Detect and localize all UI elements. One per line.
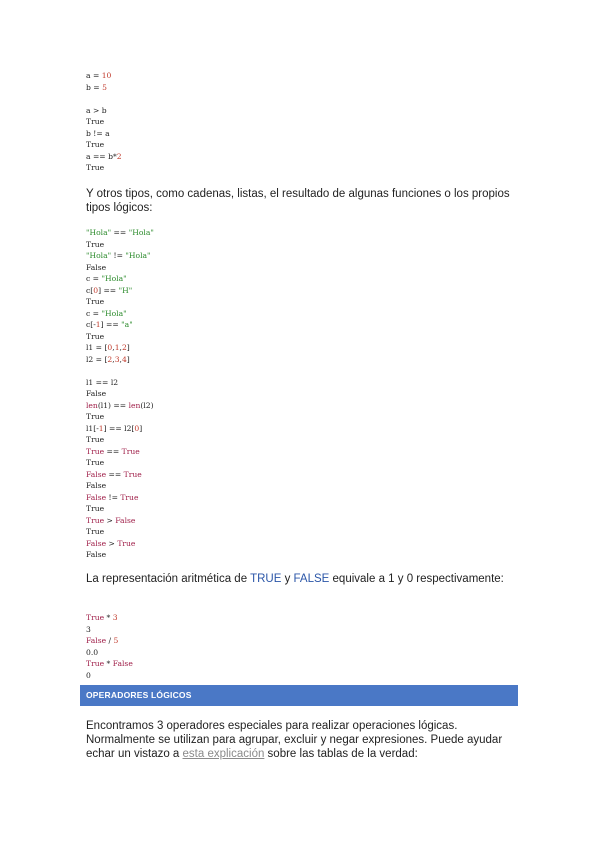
code-line [86,296,154,308]
code-token: True [86,163,105,172]
code-line [86,331,154,343]
code-line [86,162,122,174]
code-line [86,308,154,320]
code-token: 4 [121,354,127,364]
code-token: c[ [86,285,94,295]
code-token: ] [126,354,130,364]
code-line [86,151,122,163]
code-token: 1 [98,423,104,433]
false-keyword: FALSE [293,573,330,585]
code-token: 0 [93,285,99,295]
code-line [86,538,154,550]
code-token: 0.0 [86,647,99,657]
code-line [86,319,154,331]
code-line [86,116,122,128]
code-token: True [121,446,140,456]
code-token: 0 [134,423,140,433]
code-token: > [104,515,116,525]
code-token: a == b* [86,151,117,161]
code-token: a = [86,71,102,80]
para2-after: equivale a 1 y 0 respectivamente: [329,573,504,585]
code-line [86,549,154,561]
code-token: == [104,446,122,456]
code-line [86,658,133,670]
code-token: False [86,538,107,548]
code-token: l2 = [ [86,354,108,364]
code-token: * [104,659,113,668]
paragraph-logical-operators-intro [86,719,506,761]
code-token: 0 [86,670,91,680]
code-token: ] == [100,320,122,329]
para3-before: Encontramos 3 operadores especiales para realizar operaciones lógicas. Normalmente se utilizan para agrupar, excluir y negar expresiones. Puede ayudar echar un vistazo a [86,720,503,760]
code-token: "Hola" [125,251,151,260]
code-line [86,400,154,412]
code-line [86,434,154,446]
code-token: != [111,251,126,260]
code-token: 2 [121,343,127,352]
code-token: "Hola" [86,228,112,237]
code-token: True [123,469,142,479]
code-token: True [86,446,105,456]
code-token: * [104,613,113,622]
code-token: True [86,239,105,249]
code-line [86,250,154,262]
code-line [86,262,154,274]
code-token: False [112,659,133,668]
code-token: == [106,469,124,479]
code-token: True [86,504,105,513]
code-token: False [86,636,107,645]
code-token: False [115,515,136,525]
code-token: "a" [121,320,133,329]
code-line [86,670,133,682]
code-token: a > b [86,105,107,115]
code-token: 3 [86,624,91,634]
truth-tables-link[interactable]: esta explicación [182,748,265,760]
code-line [86,411,154,423]
code-token: , [119,343,122,352]
code-blank-line [86,365,154,377]
code-line [86,70,122,82]
code-token: True [120,492,139,502]
code-token: (l1) == [97,400,129,410]
code-line [86,480,154,492]
code-token: ] == l2[ [103,423,135,433]
code-line [86,469,154,481]
code-line [86,612,133,624]
code-token: c[- [86,320,96,329]
code-line [86,503,154,515]
para3-after: sobre las tablas de la verdad: [264,748,418,760]
code-token: 5 [113,636,119,645]
code-token: b = [86,82,103,92]
true-keyword: TRUE [250,573,282,585]
code-line [86,285,154,297]
code-token: False [86,389,107,398]
code-token: 5 [102,82,107,92]
paragraph-arithmetic-representation [86,572,516,586]
code-token: "Hola" [128,228,154,237]
code-line [86,647,133,659]
code-token: 3 [112,613,118,622]
code-line [86,82,122,94]
code-token: True [86,117,105,126]
code-token: "H" [118,285,133,295]
code-token: / [106,636,114,645]
code-block-arithmetic [86,612,133,681]
code-line [86,457,154,469]
code-token: == [111,228,129,237]
code-line [86,423,154,435]
code-token: len [128,400,141,410]
code-token: (l2) [140,400,154,410]
code-line [86,105,122,117]
code-token: 2 [116,151,122,161]
code-token: 10 [101,71,112,80]
code-line [86,526,154,538]
code-token: False [86,492,107,502]
code-token: len [86,400,98,410]
code-token: True [86,412,105,421]
section-heading-logical-operators: OPERADORES LÓGICOS [80,685,518,706]
code-token: True [117,538,136,548]
code-line [86,239,154,251]
code-line [86,273,154,285]
code-token: 1 [114,343,120,352]
para2-before: La representación aritmética de [86,573,251,585]
code-token: True [86,613,105,622]
code-line [86,624,133,636]
code-line [86,635,133,647]
code-token: ] == [98,285,119,295]
code-line [86,377,154,389]
code-token: False [86,481,107,490]
code-token: l1 == l2 [86,377,119,387]
code-token: True [86,515,105,525]
code-token: True [86,527,105,536]
code-line [86,227,154,239]
code-blank-line [86,93,122,105]
code-token: ] [139,423,143,433]
code-token: True [86,297,105,306]
code-token: ] [126,343,130,352]
code-block-string-list-comparisons [86,227,154,561]
code-line [86,388,154,400]
code-line [86,446,154,458]
code-line [86,128,122,140]
code-token: "Hola" [86,251,112,260]
code-token: False [86,469,107,479]
code-token: l1[- [86,423,99,433]
paragraph-other-types: Y otros tipos, como cadenas, listas, el resultado de algunas funciones o los propios tipos lógicos: [86,188,510,214]
code-token: False [86,550,107,559]
code-block-numeric-comparisons [86,70,122,174]
code-token: 3 [114,354,120,364]
code-line [86,354,154,366]
code-token: b != a [86,128,110,138]
code-token: c = [86,274,102,283]
code-line [86,515,154,527]
code-token: True [86,659,105,668]
para2-middle: y [281,573,294,585]
code-token: 1 [95,320,101,329]
code-token: l1 = [ [86,343,108,352]
code-token: "Hola" [101,274,127,283]
code-token: True [86,140,105,149]
code-token: True [86,331,105,341]
code-token: True [86,435,105,444]
code-token: "Hola" [101,308,127,318]
code-line [86,139,122,151]
code-token: , [112,354,115,364]
code-token: , [119,354,122,364]
code-line [86,492,154,504]
code-token: , [112,343,115,352]
code-token: > [106,538,118,548]
code-token: 2 [107,354,113,364]
code-token: True [86,458,105,467]
code-token: False [86,262,107,272]
code-token: 0 [107,343,113,352]
code-token: c = [86,308,102,318]
code-token: != [106,492,121,502]
code-line [86,342,154,354]
